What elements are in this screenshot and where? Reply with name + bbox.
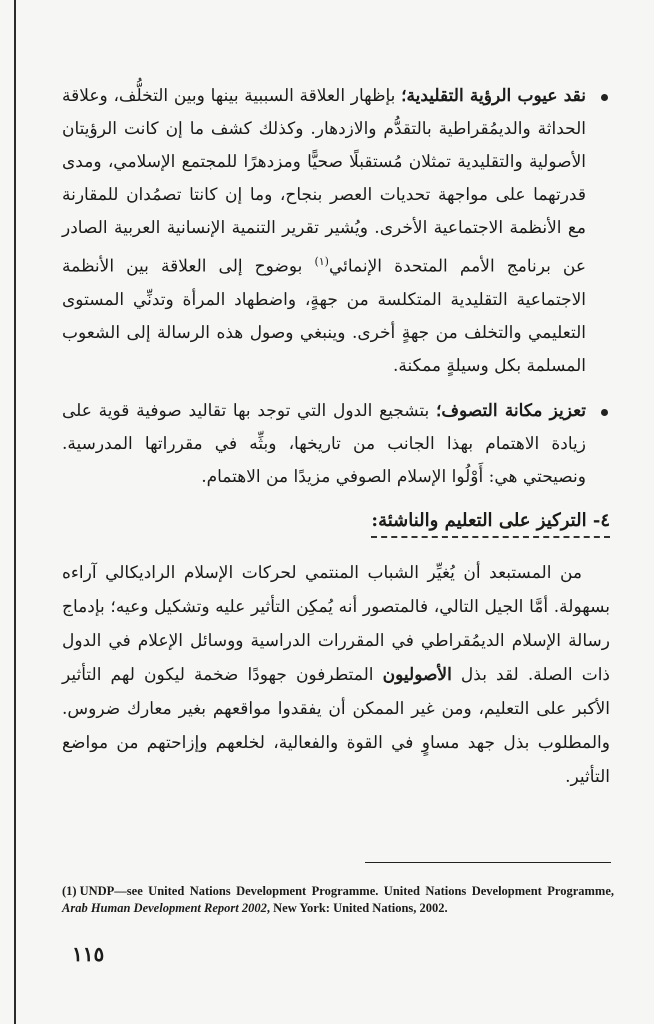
page-body xyxy=(62,80,610,794)
page-binding-edge xyxy=(14,0,16,1024)
paragraph-text-continued: المتطرفون جهودًا ضخمة ليكون لهم التأثير الأكبر على التعليم، ومن غير الممكن أن يفقدوا مواقعهم بغير معارك ضروس. والمطلوب بذل جهد مساوٍ في القوة والفعالية، لخلعهم وإزاحتهم من مواضع التأثير. xyxy=(62,664,610,787)
footnote-divider xyxy=(365,862,611,863)
footnote-title: Arab Human Development Report 2002 xyxy=(62,901,267,915)
bullet-lead: نقد عيوب الرؤية التقليدية؛ xyxy=(401,86,586,106)
bullet-dot-icon xyxy=(601,409,608,416)
bullet-body: بتشجيع الدول التي توجد بها تقاليد صوفية قوية على زيادة الاهتمام بهذا الجانب من تاريخها، وبثِّه في مقرراتها المدرسية. ونصيحتي هي: أَوْلُوا الإسلام الصوفي مزيدًا من الاهتمام. xyxy=(62,400,586,487)
bullet-item xyxy=(62,80,610,383)
page-number: ١١٥ xyxy=(72,942,105,966)
section-heading-row xyxy=(62,506,610,542)
section-heading: ٤- التركيز على التعليم والناشئة: xyxy=(371,506,610,538)
body-paragraph xyxy=(62,556,610,794)
bullet-body-continued: بوضوح إلى العلاقة بين الأنظمة الاجتماعية التقليدية المتكلسة من جهةٍ، واضطهاد المرأة وتدنِّي المستوى التعليمي والتخلف من جهةٍ أخرى. وينبغي وصول هذه الرسالة إلى الشعوب المسلمة بكل وسيلةٍ ممكنة. xyxy=(62,256,586,376)
bullet-body: بإظهار العلاقة السببية بينها وبين التخلُّف، وعلاقة الحداثة والديمُقراطية بالتقدُّم والازدهار. وكذلك كشف ما إن كانت الرؤيتان الأصولية والتقليدية تمثلان مُستقبلًا صحيًّا ومزدهرًا للمجتمع الإسلامي، ومدى قدرتهما على مواجهة تحديات العصر بنجاح، وما إن كانتا تصمُدان للمقارنة مع الأنظمة الاجتماعية الأخرى. ويُشير تقرير التنمية الإنسانية العربية الصادر عن برنامج الأمم المتحدة الإنمائي xyxy=(62,86,586,277)
footnote-text-end: , New York: United Nations, 2002. xyxy=(266,901,448,915)
footnote-reference: (١) xyxy=(314,255,329,268)
bullet-lead: تعزيز مكانة التصوف؛ xyxy=(436,400,587,421)
bullet-item xyxy=(62,395,610,494)
bullet-dot-icon xyxy=(601,94,608,101)
footnote-marker: (1) xyxy=(62,884,77,898)
footnote xyxy=(62,883,614,917)
paragraph-emphasis: الأصوليون xyxy=(382,664,452,685)
footnote-text: UNDP—see United Nations Development Programme. United Nations Development Programme, xyxy=(79,884,614,898)
paragraph-text: من المستبعد أن يُغيِّر الشباب المنتمي لحركات الإسلام الراديكالي آراءه بسهولة. أمَّا الجيل التالي، فالمتصور أنه يُمكِن التأثير عليه وتشكيل وعيه؛ بإدماج رسالة الإسلام الديمُقراطي في المقررات الدراسية ووسائل الإعلام في الدول ذات الصلة. لقد بذل xyxy=(62,562,610,685)
